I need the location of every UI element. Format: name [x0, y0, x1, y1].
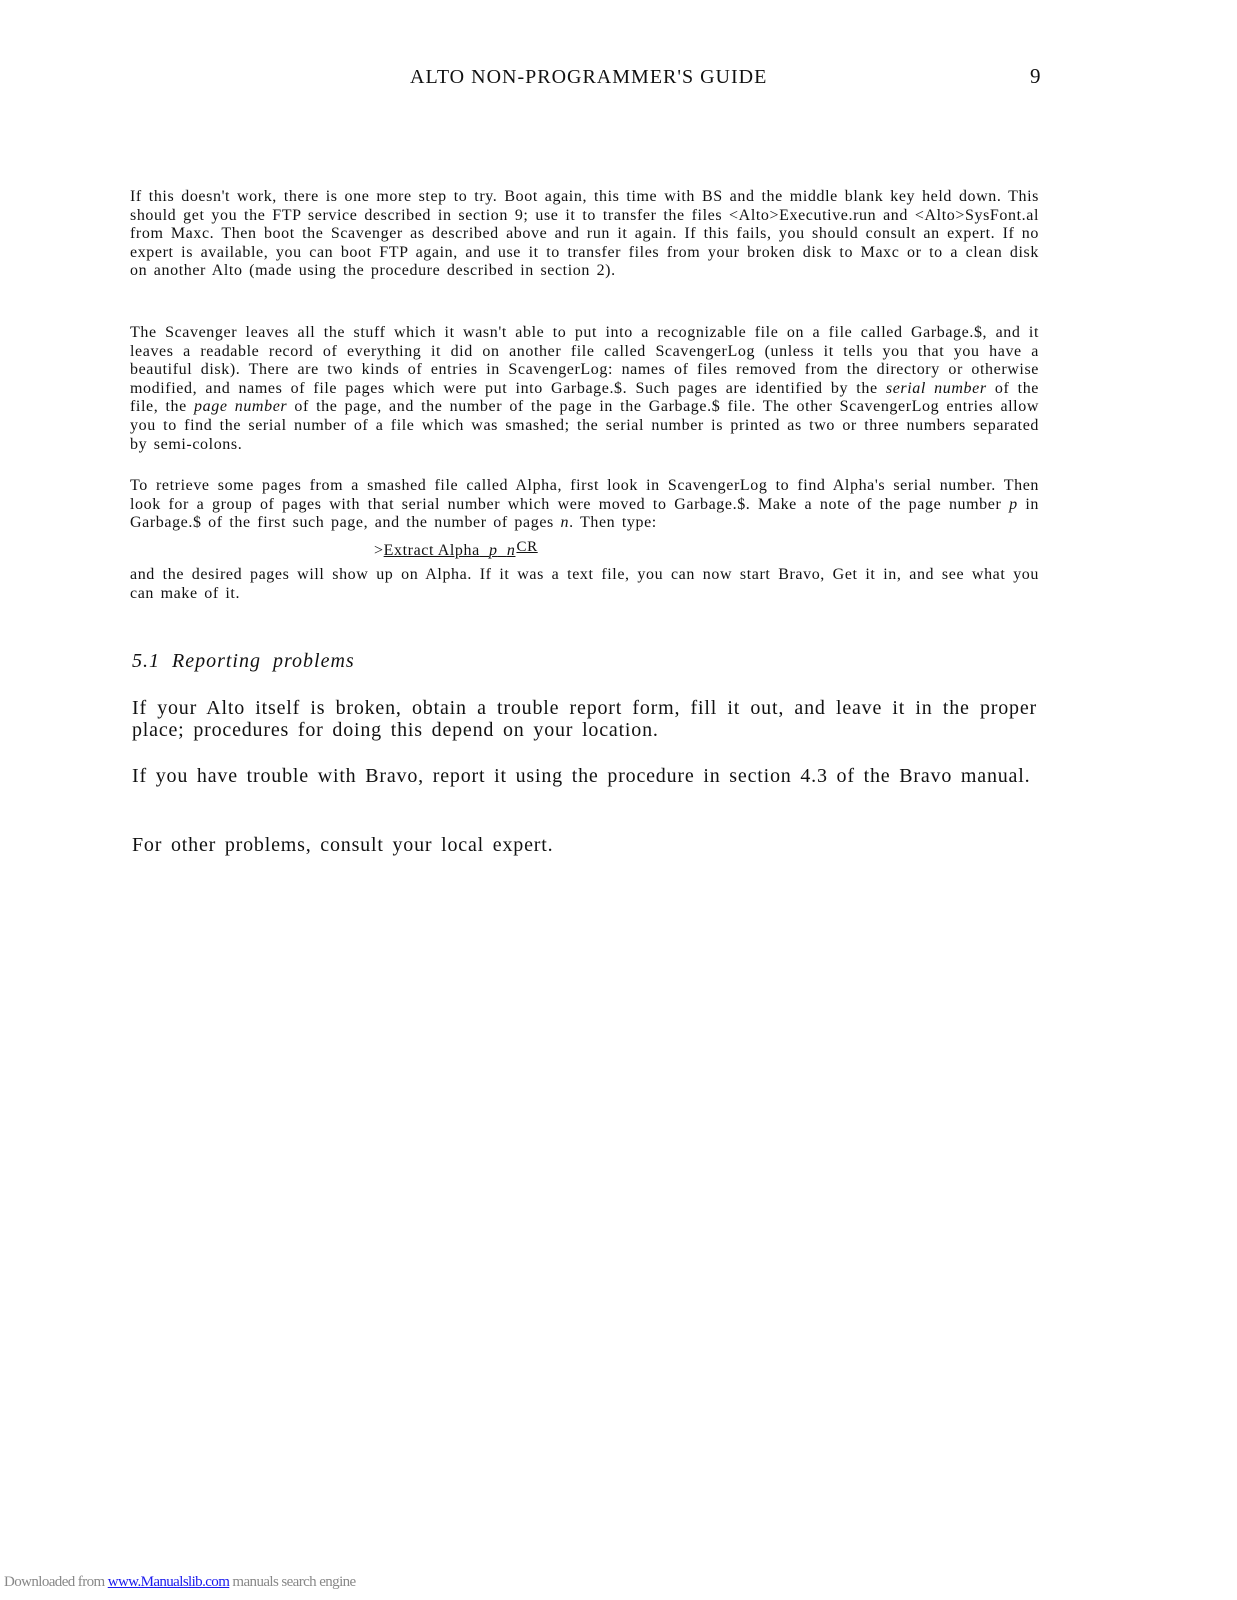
variable-p: p: [1009, 495, 1018, 513]
command-arg-p: p: [489, 542, 498, 559]
command-prompt: >: [374, 542, 384, 559]
text-run: To retrieve some pages from a smashed file called Alpha, first look in ScavengerLog to find Alpha's serial number. Then look for a group of pages with that serial number which were moved to Garbage.$. Make a note of the page number: [130, 477, 1039, 513]
text-run: of the page, and the number of the page in the Garbage.$ file. The other ScavengerLog entries allow you to find the serial number of a file which was smashed; the serial number is printed as two or three numbers separated by semi-colons.: [130, 398, 1039, 453]
text-run: in Garbage.$ of the first such page, and the number of pages: [130, 495, 1039, 532]
command-arg-n: n: [506, 542, 516, 559]
command-name: Extract Alpha: [383, 542, 480, 559]
paragraph-other-problems: For other problems, consult your local expert.: [132, 834, 554, 856]
running-title: ALTO NON-PROGRAMMER'S GUIDE: [410, 66, 768, 88]
manualslib-link[interactable]: www.Manualslib.com: [107, 1574, 230, 1590]
paragraph-bravo-get: and the desired pages will show up on Alpha. If it was a text file, you can now start Bravo, Get it in, and see what you can make of it.: [130, 566, 1039, 602]
text-run: The Scavenger leaves all the stuff which it wasn't able to put into a recognizable file on a file called Garbage.$, and it leaves a readable record of everything it did on another file called ScavengerLog (unless it tells you that you have a beautiful disk). There are two kinds of entries in ScavengerLog: names of files removed from the directory or otherwise modified, and names of file pages which were put into Garbage.$. Such pages are identified by the: [130, 324, 1039, 397]
paragraph-scavenger-log: [130, 324, 1039, 454]
paragraph-retrieve-pages: [130, 477, 1039, 533]
page-header: [0, 66, 1237, 96]
page-number: 9: [1030, 64, 1041, 88]
footer-suffix: manuals search engine: [229, 1574, 356, 1590]
variable-n: n: [560, 514, 570, 532]
section-heading: 5.1 Reporting problems: [132, 650, 355, 672]
footer-prefix: Downloaded from: [4, 1574, 108, 1590]
term-serial-number: serial number: [885, 379, 987, 397]
text-run: of the file, the: [130, 379, 1039, 416]
carriage-return-mark: CR: [516, 539, 538, 555]
paragraph-broken-alto: If your Alto itself is broken, obtain a trouble report form, fill it out, and leave it in the proper place; procedures for doing this depend on your location.: [132, 697, 1037, 741]
paragraph-ftp-recovery: If this doesn't work, there is one more step to try. Boot again, this time with BS and the middle blank key held down. This should get you the FTP service described in section 9; use it to transfer the files <Alto>Executive.run and <Alto>SysFont.al from Maxc. Then boot the Scavenger as described above and run it again. If this fails, you should consult an expert. If no expert is available, you can boot FTP again, and use it to transfer files from your broken disk to Maxc or to a clean disk on another Alto (made using the procedure described in section 2).: [130, 188, 1039, 280]
command-text: [384, 542, 516, 559]
text-run: . Then type:: [569, 514, 657, 532]
download-footer: [4, 1574, 356, 1591]
paragraph-bravo-trouble: If you have trouble with Bravo, report it using the procedure in section 4.3 of the Bravo manual.: [132, 765, 1031, 787]
extract-command: [374, 539, 538, 564]
term-page-number: page number: [194, 398, 288, 416]
